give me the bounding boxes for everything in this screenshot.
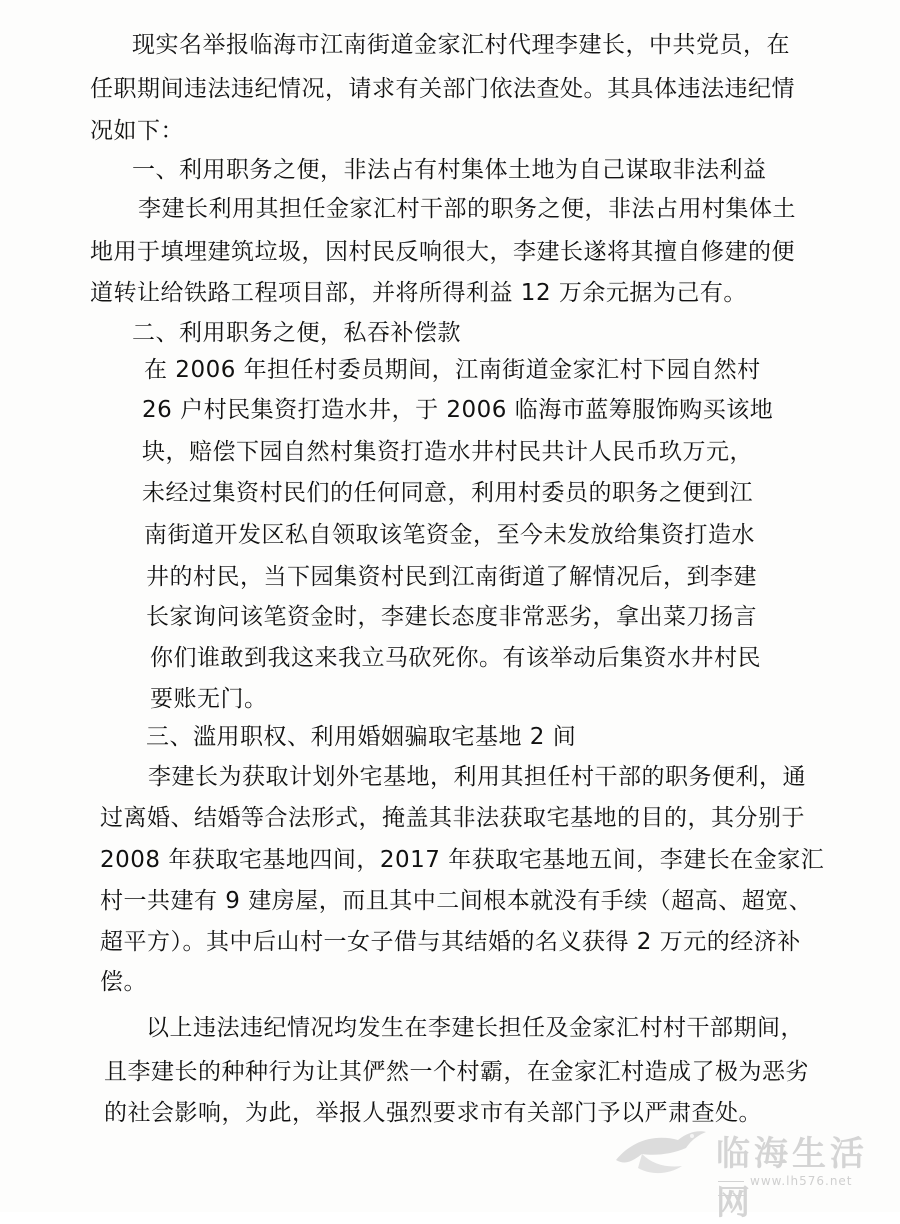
- body-line: 道转让给铁路工程项目部，并将所得利益 12 万余元据为己有。: [90, 280, 747, 306]
- body-line: 任职期间违法违纪情况，请求有关部门依法查处。其具体违法违纪情: [90, 76, 795, 102]
- body-line: 李建长为获取计划外宅基地，利用其担任村干部的职务便利，通: [148, 764, 806, 790]
- body-line: 超平方）。其中后山村一女子借与其结婚的名义获得 2 万元的经济补: [100, 929, 801, 955]
- body-line: 且李建长的种种行为让其俨然一个村霸，在金家汇村造成了极为恶劣: [104, 1059, 809, 1085]
- body-line: 以上违法违纪情况均发生在李建长担任及金家汇村村干部期间，: [146, 1015, 804, 1041]
- body-line: 过离婚、结婚等合法形式，掩盖其非法获取宅基地的目的，其分别于: [100, 805, 805, 831]
- body-line: 井的村民，当下园集资村民到江南街道了解情况后，到李建: [146, 564, 757, 590]
- body-line: 块，赔偿下园自然村集资打造水井村民共计人民币玖万元，: [142, 439, 753, 465]
- body-line: 未经过集资村民们的任何同意，利用村委员的职务之便到江: [142, 480, 753, 506]
- body-line: 南街道开发区私自领取该笔资金，至今未发放给集资打造水: [144, 522, 755, 548]
- body-line: 地用于填埋建筑垃圾，因村民反响很大，李建长遂将其擅自修建的便: [90, 239, 795, 265]
- site-watermark: [612, 1118, 882, 1223]
- body-line: 李建长利用其担任金家汇村干部的职务之便，非法占用村集体土: [138, 196, 796, 222]
- body-line: 长家询问该笔资金时，李建长态度非常恶劣，拿出菜刀扬言: [146, 604, 757, 630]
- body-line: 况如下：: [90, 118, 184, 144]
- body-line: 2008 年获取宅基地四间，2017 年获取宅基地五间，李建长在金家汇: [100, 847, 825, 873]
- section-heading: 一、利用职务之便，非法占有村集体土地为自己谋取非法利益: [132, 157, 767, 183]
- watermark-title: 临海生活网: [716, 1134, 868, 1223]
- section-heading: 三、滥用职权、利用婚姻骗取宅基地 2 间: [146, 724, 577, 750]
- bird-logo-icon: [612, 1120, 708, 1184]
- body-line: 你们谁敢到我这来我立马砍死你。有该举动后集资水井村民: [150, 645, 761, 671]
- body-line: 偿。: [100, 969, 147, 995]
- body-line: 26 户村民集资打造水井，于 2006 临海市蓝筹服饰购买该地: [142, 397, 774, 423]
- body-line: 要账无门。: [150, 686, 268, 712]
- body-line: 的社会影响，为此，举报人强烈要求市有关部门予以严肃查处。: [104, 1100, 762, 1126]
- body-line: 村一共建有 9 建房屋，而且其中二间根本就没有手续（超高、超宽、: [100, 888, 813, 914]
- body-line: 现实名举报临海市江南街道金家汇村代理李建长，中共党员，在: [132, 32, 790, 58]
- body-line: 在 2006 年担任村委员期间，江南街道金家汇村下园自然村: [144, 357, 761, 383]
- section-heading: 二、利用职务之便，私吞补偿款: [132, 320, 461, 346]
- watermark-url: www.lh576.net: [712, 1174, 882, 1202]
